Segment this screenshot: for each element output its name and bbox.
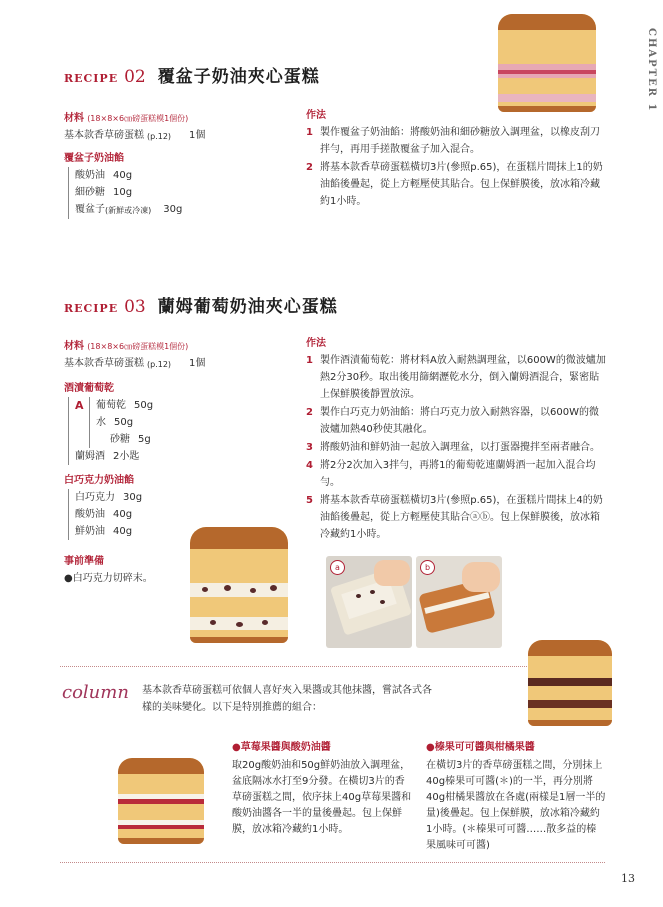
recipe-number: 03 [124, 297, 146, 317]
step-number: 5 [306, 495, 313, 506]
page-number: 13 [621, 872, 635, 885]
base-cake: 基本款香草磅蛋糕 [64, 358, 144, 369]
column-cake-photo [528, 640, 612, 726]
ingredient-name: 酸奶油 [75, 509, 105, 520]
step [306, 124, 606, 158]
step [306, 457, 606, 491]
ingredient-name: 蘭姆酒 [75, 451, 105, 462]
step [306, 439, 606, 456]
step-photo-b [416, 556, 502, 648]
ingredient-name: 白巧克力 [75, 492, 115, 503]
step-text: 製作覆盆子奶油餡：將酸奶油和細砂糖放入調理盆，以橡皮刮刀拌勻，再用手搓散覆盆子加入混合。 [320, 127, 600, 155]
combo-1 [232, 740, 412, 838]
materials-label: 材料 [64, 113, 84, 124]
raisin-list [68, 397, 284, 465]
ingredient-name: 細砂糖 [75, 187, 105, 198]
raisin-label: 酒漬葡萄乾 [64, 383, 114, 394]
step-text: 製作酒漬葡萄乾：將材料A放入耐熱調理盆，以600W的微波爐加熱2分30秒。取出後用篩網瀝乾水分，倒入蘭姆酒混合，緊密貼上保鮮膜後靜置放涼。 [320, 355, 606, 400]
step-number: 2 [306, 407, 313, 418]
step-number: 3 [306, 442, 313, 453]
step-text: 將基本款香草磅蛋糕橫切3片(參照p.65)，在蛋糕片間抹上1的奶油餡後疊起，從上方輕壓使其貼合。包上保鮮膜後，放冰箱冷藏約1小時。 [320, 162, 603, 207]
method-label: 作法 [306, 110, 326, 121]
prep-text: ●白巧克力切碎末。 [64, 573, 153, 584]
ingredient-qty: 40g [113, 509, 133, 520]
step-text: 將酸奶油和鮮奶油一起放入調理盆，以打蛋器攪拌至兩者融合。 [320, 442, 600, 453]
step-number: 1 [306, 127, 313, 138]
recipe-title: 蘭姆葡萄奶油夾心蛋糕 [157, 297, 338, 317]
ingredient-qty: 5g [138, 434, 151, 445]
column-heading: column [62, 682, 129, 703]
recipe-02-materials [64, 110, 284, 219]
combo-1-text: 取20g酸奶油和50g鮮奶油放入調理盆，盆底隔冰水打至9分發。在橫切3片的香草磅蛋糕之間，依序抹上40g草莓果醬和酸奶油醬各一半的量後疊起。包上保鮮膜，放冰箱冷藏約1小時。 [232, 760, 412, 835]
ingredient-name: 水 [96, 417, 106, 428]
divider-top [60, 666, 605, 667]
materials-note: (18×8×6㎝磅蛋糕模1個份) [87, 114, 189, 123]
step-text: 將2分2次加入3拌勻，再將1的葡萄乾連蘭姆酒一起加入混合均勻。 [320, 460, 596, 488]
materials-label: 材料 [64, 341, 84, 352]
ingredient-qty: 10g [113, 187, 133, 198]
step [306, 404, 606, 438]
ingredient-qty: 40g [113, 170, 133, 181]
recipe-02-method [306, 108, 606, 211]
step [306, 352, 606, 403]
ingredient-name: 鮮奶油 [75, 526, 105, 537]
prep-label: 事前準備 [64, 556, 104, 567]
recipe-word: RECIPE [64, 302, 119, 315]
ingredient-qty: 40g [113, 526, 133, 537]
recipe-03-method [306, 336, 606, 544]
rum-raisin-cake-photo [190, 527, 288, 643]
base-qty: 1個 [189, 130, 206, 141]
base-cake: 基本款香草磅蛋糕 [64, 130, 144, 141]
base-ref: (p.12) [147, 360, 172, 369]
method-label: 作法 [306, 338, 326, 349]
ingredient-qty: 50g [114, 417, 134, 428]
combo-2-title: ●榛果可可醬與柑橘果醬 [426, 742, 535, 753]
ingredient-qty: 30g [163, 204, 183, 215]
base-qty: 1個 [189, 358, 206, 369]
filling-label: 覆盆子奶油餡 [64, 153, 124, 164]
recipe-title: 覆盆子奶油夾心蛋糕 [157, 67, 320, 87]
step-photo-a [326, 556, 412, 648]
step-text: 將基本款香草磅蛋糕橫切3片(參照p.65)，在蛋糕片間抹上4的奶油餡後疊起，從上方輕壓使其貼合ⓐⓑ。包上保鮮膜後，放冰箱冷藏約1小時。 [320, 495, 603, 540]
ingredient-qty: 30g [123, 492, 143, 503]
photo-a-badge: a [330, 560, 345, 575]
base-ref: (p.12) [147, 132, 172, 141]
step-number: 2 [306, 162, 313, 173]
ingredient-note: (新鮮或冷凍) [105, 206, 152, 215]
filling-list [68, 167, 284, 219]
choco-label: 白巧克力奶油餡 [64, 475, 134, 486]
strawberry-cake-photo [118, 758, 204, 844]
column-intro: 基本款香草磅蛋糕可依個人喜好夾入果醬或其他抹醬，嘗試各式各樣的美味變化。以下是特別推薦的組合： [142, 685, 432, 713]
recipe-02-header [64, 62, 320, 87]
step-text: 製作白巧克力奶油餡：將白巧克力放入耐熱容器，以600W的微波爐加熱40秒使其融化。 [320, 407, 599, 435]
combo-2-text: 在橫切3片的香草磅蛋糕之間，分別抹上40g榛果可可醬(＊)的一半，再分別將40g柑橘果醬放在各處(兩樣是1層一半的量)後疊起。包上保鮮膜，放冰箱冷藏約1小時。(＊榛果可可醬……散多益的榛果風味可可醬) [426, 760, 606, 851]
ingredient-name: 葡萄乾 [96, 400, 126, 411]
divider-bottom [60, 862, 605, 863]
ingredient-qty: 50g [134, 400, 154, 411]
step-number: 1 [306, 355, 313, 366]
group-a-label: A [75, 399, 84, 412]
step-number: 4 [306, 460, 313, 471]
materials-note: (18×8×6㎝磅蛋糕模1個份) [87, 342, 189, 351]
raspberry-cake-photo [498, 14, 596, 112]
step [306, 492, 606, 543]
photo-b-badge: b [420, 560, 435, 575]
combo-1-title: ●草莓果醬與酸奶油醬 [232, 742, 331, 753]
combo-2 [426, 740, 606, 854]
ingredient-qty: 2小匙 [113, 451, 140, 462]
ingredient-name: 酸奶油 [75, 170, 105, 181]
ingredient-name: 覆盆子 [75, 204, 105, 215]
recipe-word: RECIPE [64, 72, 119, 85]
step [306, 159, 606, 210]
chapter-label: CHAPTER 1 [646, 28, 657, 113]
recipe-03-header [64, 292, 338, 317]
ingredient-name: 砂糖 [110, 434, 130, 445]
recipe-number: 02 [124, 67, 146, 87]
